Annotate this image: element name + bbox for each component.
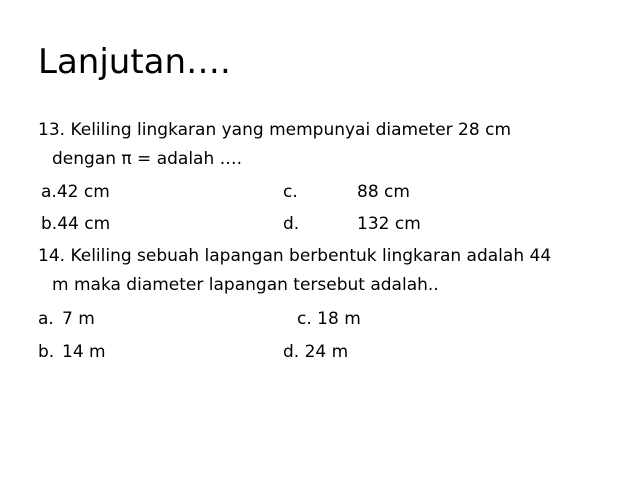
question-14-line-1: 14. Keliling sebuah lapangan berbentuk lingkaran adalah 44	[38, 246, 552, 266]
q13-option-d-value: 132 cm	[357, 214, 421, 234]
option-letter: a.	[41, 182, 57, 202]
q14-option-b-letter: b.	[38, 342, 55, 362]
q13-option-b	[41, 212, 110, 236]
q13-option-c-letter: c.	[283, 182, 298, 202]
option-value: 18 m	[317, 309, 361, 329]
q14-option-a-value: 7 m	[62, 309, 95, 329]
slide-title: Lanjutan….	[38, 42, 231, 82]
q14-option-c	[297, 307, 361, 331]
q14-option-a-letter: a.	[38, 309, 54, 329]
question-13-line-1: 13. Keliling lingkaran yang mempunyai diameter 28 cm	[38, 120, 512, 140]
question-13-line-2: dengan π = adalah ….	[52, 149, 243, 169]
option-letter: c.	[297, 309, 312, 329]
q14-option-b-value: 14 m	[62, 342, 106, 362]
option-letter: d.	[283, 342, 300, 362]
question-14-line-2: m maka diameter lapangan tersebut adalah..	[52, 275, 439, 295]
option-value: 24 m	[304, 342, 349, 362]
option-value: 42 cm	[56, 182, 110, 202]
q13-option-d-letter: d.	[283, 214, 300, 234]
q14-option-d	[283, 340, 348, 364]
option-letter: b.	[41, 214, 58, 234]
q13-option-a	[41, 180, 110, 204]
q13-option-c-value: 88 cm	[357, 182, 410, 202]
option-value: 44 cm	[57, 214, 111, 234]
